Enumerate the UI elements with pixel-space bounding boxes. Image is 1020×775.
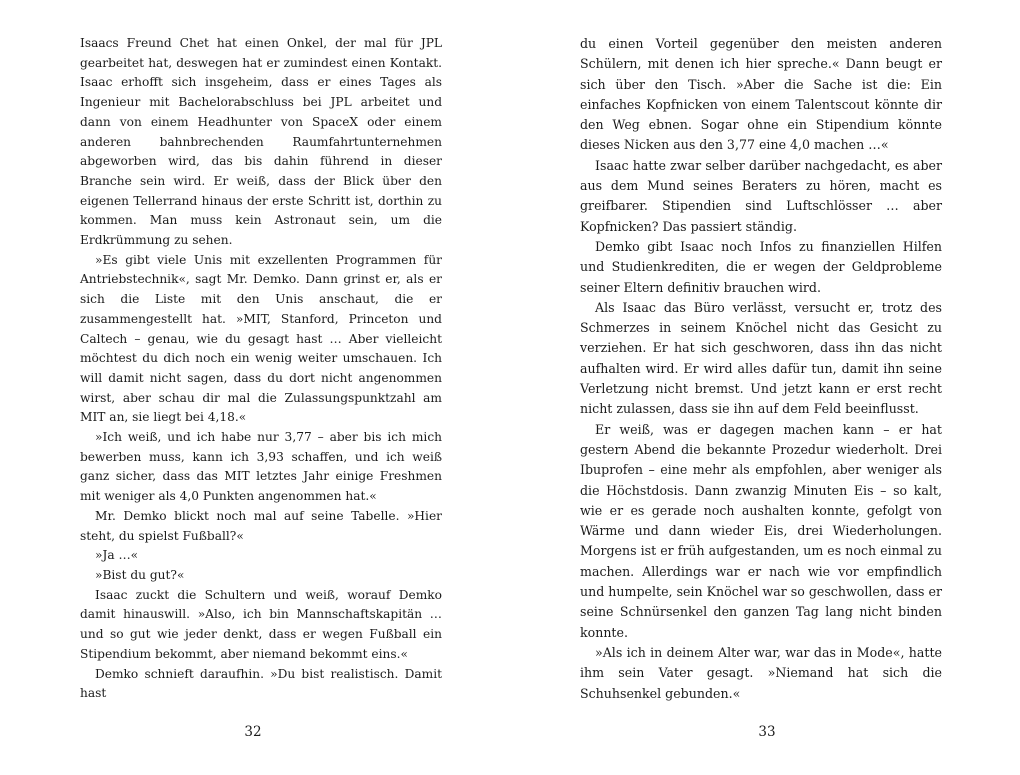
right-page bbox=[580, 34, 942, 704]
left-paragraph-7: Isaac zuckt die Schultern und weiß, worauf Demko damit hinauswill. »Also, ich bin Mannschaftskapitän … und so gut wie jeder denkt, dass er wegen Fußball ein Stipendium bekommt, aber niemand bekommt eins.« bbox=[80, 587, 442, 661]
left-paragraph-6: »Bist du gut?« bbox=[95, 567, 185, 582]
left-paragraph-5: »Ja …« bbox=[95, 548, 139, 563]
right-page-number: 33 bbox=[758, 724, 776, 740]
right-paragraph-2: Isaac hatte zwar selber darüber nachgedacht, es aber aus dem Mund seines Beraters zu hören, macht es greifbarer. Stipendien sind Luftschlösser … aber Kopfnicken? Das passiert ständig. bbox=[580, 157, 942, 234]
right-paragraph-3: Demko gibt Isaac noch Infos zu finanziellen Hilfen und Studienkrediten, die er wegen der Geldprobleme seiner Eltern definitiv brauchen wird. bbox=[580, 238, 942, 295]
right-paragraph-6: »Als ich in deinem Alter war, war das in Mode«, hatte ihm sein Vater gesagt. »Niemand hat sich die Schuhsenkel gebunden.« bbox=[580, 644, 942, 701]
right-paragraph-1: du einen Vorteil gegenüber den meisten anderen Schülern, mit denen ich hier spreche.« Dann beugt er sich über den Tisch. »Aber die Sache ist die: Ein einfaches Kopfnicken von einem Talentscout könnte dir den Weg ebnen. Sogar ohne ein Stipendium könnte dieses Nicken aus den 3,77 eine 4,0 machen …« bbox=[580, 36, 942, 153]
left-paragraph-8: Demko schnieft daraufhin. »Du bist realistisch. Damit hast bbox=[80, 666, 442, 701]
left-paragraph-3: »Ich weiß, und ich habe nur 3,77 – aber bis ich mich bewerben muss, kann ich 3,93 schaffen, und ich weiß ganz sicher, dass das MIT letztes Jahr einige Freshmen mit weniger als 4,0 Punkten angenommen hat.« bbox=[80, 430, 442, 504]
left-paragraph-4: Mr. Demko blickt noch mal auf seine Tabelle. »Hier steht, du spielst Fußball?« bbox=[80, 508, 442, 543]
left-page bbox=[80, 34, 442, 704]
left-paragraph-2: »Es gibt viele Unis mit exzellenten Programmen für Antriebstechnik«, sagt Mr. Demko. Dann grinst er, als er sich die Liste mit den Unis anschaut, die er zusammengestellt hat. »MIT, Stanford, Princeton und Caltech – genau, wie du gesagt hast … Aber vielleicht möchtest du dich noch ein wenig weiter umschauen. Ich will damit nicht sagen, dass du dort nicht angenommen wirst, aber schau dir mal die Zulassungspunktzahl am MIT an, sie liegt bei 4,18.« bbox=[80, 252, 442, 425]
right-paragraph-5: Er weiß, was er dagegen machen kann – er hat gestern Abend die bekannte Prozedur wiederholt. Drei Ibuprofen – eine mehr als empfohlen, aber weniger als die Höchstdosis. Dann zwanzig Minuten Eis – so kalt, wie er es gerade noch aushalten konnte, gefolgt von Wärme und dann wieder Eis, drei Wiederholungen. Morgens ist er früh aufgestanden, um es noch einmal zu machen. Allerdings war er nach wie vor empfindlich und humpelte, sein Knöchel war so geschwollen, dass er seine Schnürsenkel den ganzen Tag lang nicht binden konnte. bbox=[580, 421, 942, 640]
right-paragraph-4: Als Isaac das Büro verlässt, versucht er, trotz des Schmerzes in seinem Knöchel nicht das Gesicht zu verziehen. Er hat sich geschworen, dass ihn das nicht aufhalten wird. Er wird alles dafür tun, damit ihn seine Verletzung nicht bremst. Und jetzt kann er erst recht nicht zulassen, dass sie ihn auf dem Feld beeinflusst. bbox=[580, 299, 942, 417]
left-paragraph-1: Isaacs Freund Chet hat einen Onkel, der mal für JPL gearbeitet hat, deswegen hat er zumindest einen Kontakt. Isaac erhofft sich insgeheim, dass er eines Tages als Ingenieur mit Bachelorabschluss bei JPL arbeitet und dann von einem Headhunter von SpaceX oder einem anderen bahnbrechenden Raumfahrtunternehmen abgeworben wird, das bis dahin führend in dieser Branche sein wird. Er weiß, dass der Blick über den eigenen Tellerrand hinaus der erste Schritt ist, dorthin zu kommen. Man muss kein Astronaut sein, um die Erdkrümmung zu sehen. bbox=[80, 36, 442, 248]
left-page-number: 32 bbox=[244, 724, 262, 740]
